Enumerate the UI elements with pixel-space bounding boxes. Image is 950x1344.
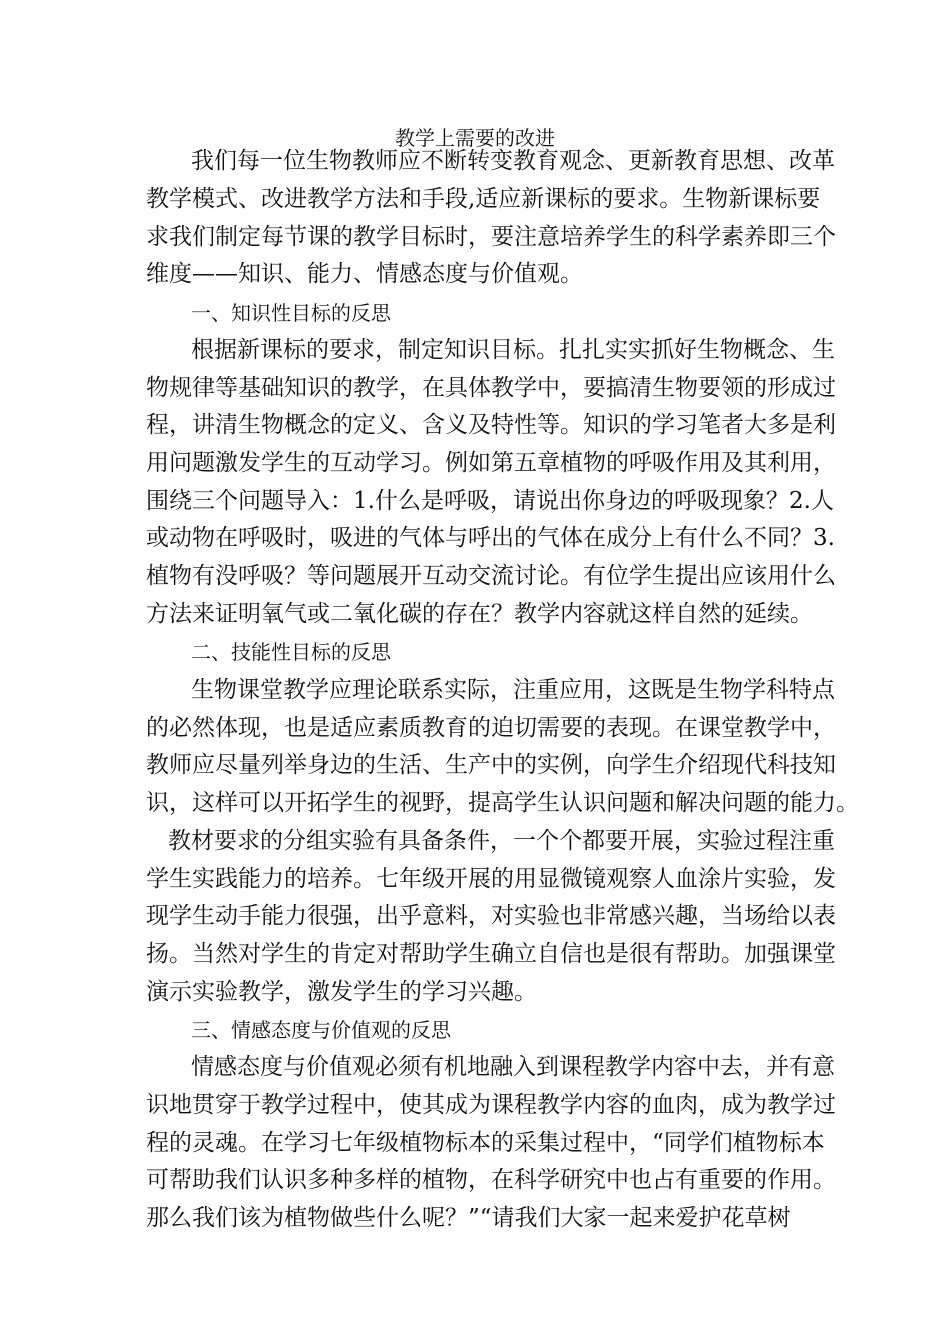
paragraph-line: 学生实践能力的培养。七年级开展的用显微镜观察人血涂片实验，发 <box>146 866 836 892</box>
section-heading-3: 三、情感态度与价值观的反思 <box>191 1018 451 1042</box>
paragraph-line: 可帮助我们认识多种多样的植物，在科学研究中也占有重要的作用。 <box>146 1167 836 1193</box>
paragraph-line: 植物有没呼吸？等问题展开互动交流讨论。有位学生提出应该用什么 <box>146 563 836 589</box>
document-title: 教学上需要的改进 <box>395 126 555 150</box>
paragraph-line: 根据新课标的要求，制定知识目标。扎扎实实抓好生物概念、生 <box>191 337 835 363</box>
paragraph-line: 我们每一位生物教师应不断转变教育观念、更新教育思想、改革 <box>191 148 835 174</box>
paragraph-line: 维度——知识、能力、情感态度与价值观。 <box>146 261 583 287</box>
paragraph-line: 程，讲清生物概念的定义、含义及特性等。知识的学习笔者大多是利 <box>146 412 836 438</box>
paragraph-line: 方法来证明氧气或二氧化碳的存在？教学内容就这样自然的延续。 <box>146 601 813 627</box>
paragraph-line: 情感态度与价值观必须有机地融入到课程教学内容中去，并有意 <box>191 1054 835 1080</box>
paragraph-line: 那么我们该为植物做些什么呢？”“请我们大家一起来爱护花草树 <box>146 1205 791 1231</box>
paragraph-line: 识，这样可以开拓学生的视野，提高学生认识问题和解决问题的能力。 <box>146 790 859 816</box>
paragraph-line: 物规律等基础知识的教学，在具体教学中，要搞清生物要领的形成过 <box>146 375 836 401</box>
section-heading-2: 二、技能性目标的反思 <box>191 640 391 664</box>
paragraph-line: 教材要求的分组实验有具备条件，一个个都要开展，实验过程注重 <box>168 828 835 854</box>
paragraph-line: 求我们制定每节课的教学目标时，要注意培养学生的科学素养即三个 <box>146 224 836 250</box>
paragraph-line: 教学模式、改进教学方法和手段,适应新课标的要求。生物新课标要 <box>146 186 821 212</box>
paragraph-line: 或动物在呼吸时，吸进的气体与呼出的气体在成分上有什么不同？3. <box>146 525 835 551</box>
paragraph-line: 生物课堂教学应理论联系实际，注重应用，这既是生物学科特点 <box>191 677 835 703</box>
paragraph-line: 围绕三个问题导入：1.什么是呼吸，请说出你身边的呼吸现象？2.人 <box>146 488 834 514</box>
paragraph-line: 演示实验教学，激发学生的学习兴趣。 <box>146 979 537 1005</box>
paragraph-line: 程的灵魂。在学习七年级植物标本的采集过程中，“同学们植物标本 <box>146 1130 825 1156</box>
paragraph-line: 现学生动手能力很强，出乎意料，对实验也非常感兴趣，当场给以表 <box>146 903 836 929</box>
paragraph-line: 的必然体现，也是适应素质教育的迫切需要的表现。在课堂教学中， <box>146 715 836 741</box>
paragraph-line: 识地贯穿于教学过程中，使其成为课程教学内容的血肉，成为教学过 <box>146 1092 836 1118</box>
paragraph-line: 扬。当然对学生的肯定对帮助学生确立自信也是很有帮助。加强课堂 <box>146 941 836 967</box>
paragraph-line: 教师应尽量列举身边的生活、生产中的实例，向学生介绍现代科技知 <box>146 752 836 778</box>
paragraph-line: 用问题激发学生的互动学习。例如第五章植物的呼吸作用及其利用， <box>146 450 836 476</box>
section-heading-1: 一、知识性目标的反思 <box>191 301 391 325</box>
